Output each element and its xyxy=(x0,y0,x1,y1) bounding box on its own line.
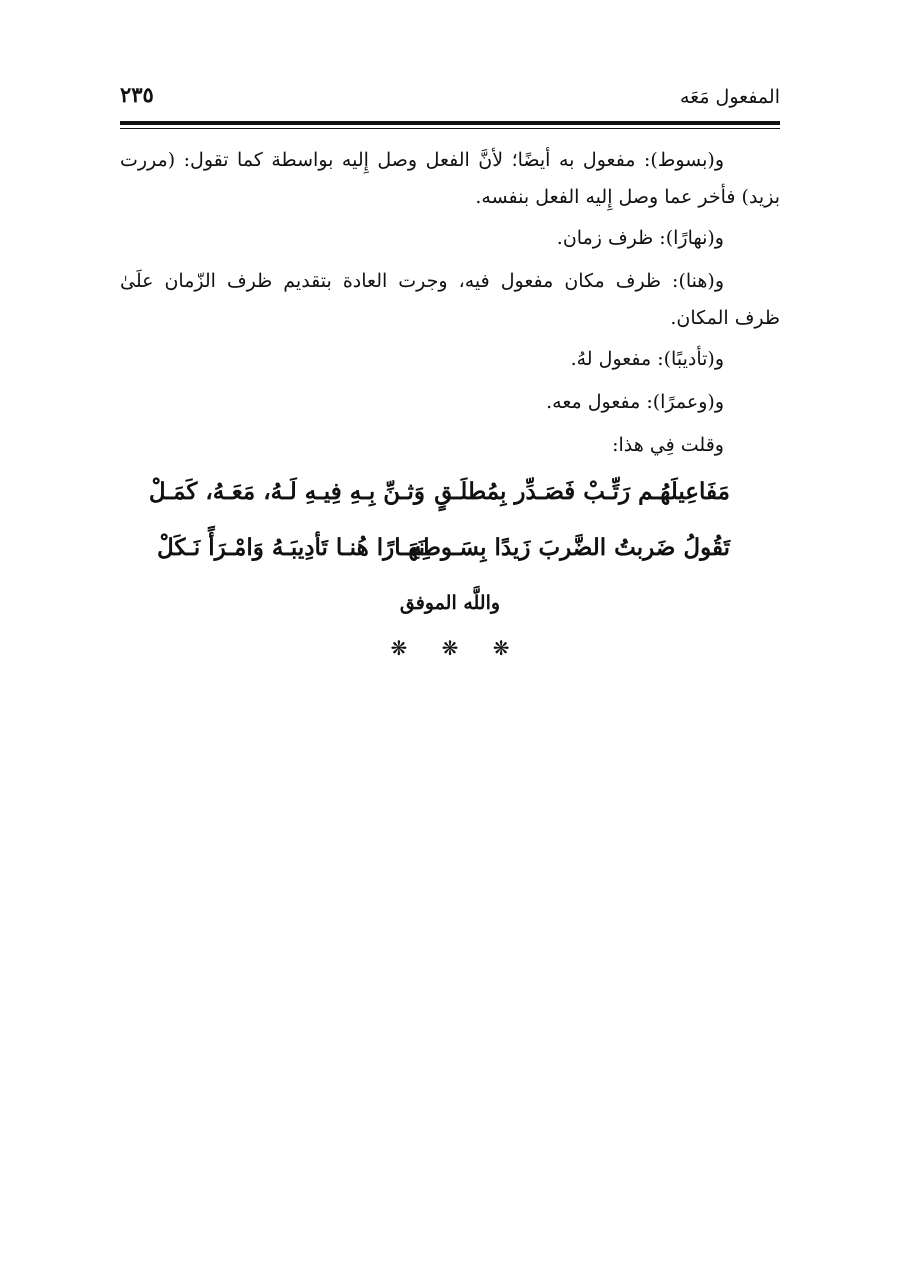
header-rule-thin xyxy=(120,128,780,129)
poem xyxy=(148,478,730,590)
star-ornament-icon: ❋ xyxy=(441,636,459,660)
paragraph: وقلت فِي هذا: xyxy=(612,434,724,456)
paragraph: و(هنا): ظرف مكان مفعول فيه، وجرت العادة بتقديم ظرف الزّمان علَىٰ ظرف المكان. xyxy=(120,270,780,329)
verse-second-hemistich: وَثـنِّ بِـهِ فِيـهِ لَـهُ، مَعَـهُ، كَمَـلْ xyxy=(148,478,425,505)
paragraph: و(وعمرًا): مفعول معه. xyxy=(546,391,724,413)
page-header xyxy=(120,82,780,118)
running-title: المفعول مَعَه xyxy=(679,86,780,108)
verse-second-hemistich: نَهَـارًا هُنـا تَأدِيبَـهُ وَامْـرَأً نَـكَلْ xyxy=(156,534,425,561)
paragraph: و(نهارًا): ظرف زمان. xyxy=(556,227,724,249)
section-end-ornament xyxy=(0,636,900,660)
page-number: ٢٣٥ xyxy=(120,82,154,107)
closing-phrase: واللَّه الموفق xyxy=(399,592,501,614)
verse-first-hemistich: تَقُولُ ضَربتُ الضَّربَ زَيدًا بِسَـوطِهِ xyxy=(410,534,730,561)
paragraph: و(تأديبًا): مفعول لهُ. xyxy=(570,348,724,370)
header-rule-thick xyxy=(120,121,780,125)
paragraph: و(بسوط): مفعول به أيضًا؛ لأنَّ الفعل وصل إِليه بواسطة كما تقول: (مررت بزيد) فأخر عما وصل إِليه الفعل بنفسه. xyxy=(120,149,780,208)
star-ornament-icon: ❋ xyxy=(492,636,510,660)
verse-first-hemistich: مَفَاعِيلَهُـم رَتِّـبْ فَصَـدِّر بِمُطلَـقٍ xyxy=(434,478,730,505)
star-ornament-icon: ❋ xyxy=(390,636,408,660)
body-text xyxy=(120,142,780,470)
poem-verse xyxy=(148,478,730,534)
poem-verse xyxy=(156,534,730,590)
